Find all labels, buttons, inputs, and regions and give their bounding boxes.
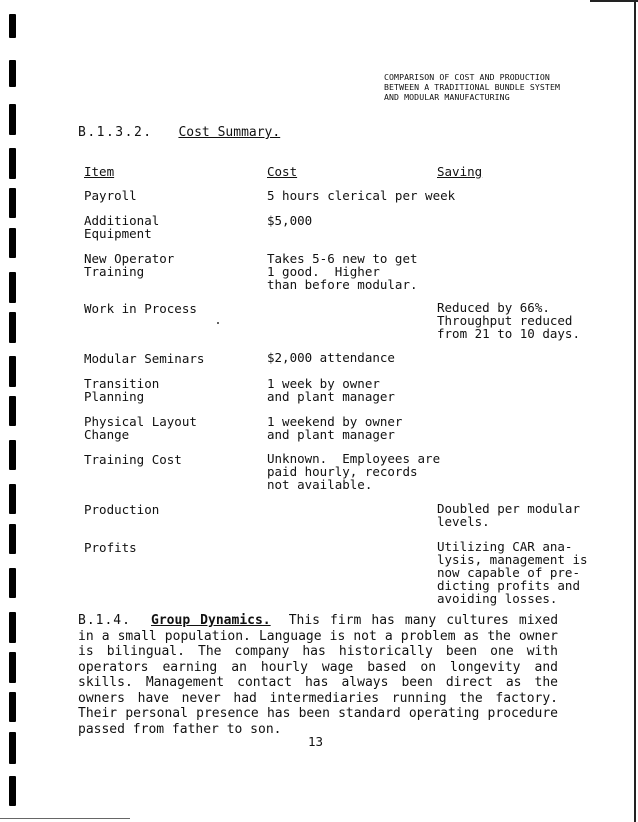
table-cell-item: Modular Seminars bbox=[84, 351, 205, 366]
section-number: B.1.3.2. bbox=[78, 125, 153, 140]
table-cell-cost: $5,000 bbox=[267, 213, 313, 228]
section-number: B.1.4. bbox=[78, 613, 131, 628]
table-cell-item: New Operator Training bbox=[84, 251, 175, 279]
table-cell-saving: Utilizing CAR ana- lysis, management is now capable of pre- dicting profits and avoiding losses. bbox=[437, 539, 588, 606]
page-border-right bbox=[634, 0, 636, 822]
table-cell-item: Training Cost bbox=[84, 452, 182, 467]
table-cell-item: Transition Planning bbox=[84, 376, 160, 404]
section-title: Group Dynamics. bbox=[151, 613, 271, 628]
header-line: COMPARISON OF COST AND PRODUCTION bbox=[384, 72, 550, 82]
table-cell-item: Production bbox=[84, 502, 160, 517]
scan-speck bbox=[217, 322, 219, 324]
table-cell-item: Payroll bbox=[84, 188, 137, 203]
header-line: BETWEEN A TRADITIONAL BUNDLE SYSTEM bbox=[384, 82, 561, 92]
column-header-item: Item bbox=[84, 164, 115, 179]
table-cell-cost: 1 weekend by owner and plant manager bbox=[267, 414, 403, 442]
table-cell-item: Physical Layout Change bbox=[84, 414, 197, 442]
page-number: 13 bbox=[308, 734, 324, 749]
table-cell-item: Profits bbox=[84, 540, 137, 555]
table-cell-cost: Unknown. Employees are paid hourly, records not available. bbox=[267, 451, 441, 492]
table-cell-cost: 5 hours clerical per week bbox=[267, 188, 456, 203]
page-border-top bbox=[590, 0, 638, 2]
section-title: Cost Summary. bbox=[178, 125, 281, 140]
table-cell-item: Additional Equipment bbox=[84, 213, 160, 241]
table-cell-cost: 1 week by owner and plant manager bbox=[267, 376, 395, 404]
table-cell-saving: Doubled per modular levels. bbox=[437, 501, 580, 529]
header-line: AND MODULAR MANUFACTURING bbox=[384, 92, 510, 102]
table-cell-saving: Reduced by 66%. Throughput reduced from 21 to 10 days. bbox=[437, 300, 580, 341]
page-border-bottom bbox=[0, 818, 130, 819]
table-cell-cost: Takes 5-6 new to get 1 good. Higher than before modular. bbox=[267, 251, 418, 292]
document-header bbox=[384, 72, 560, 102]
table-cell-item: Work in Process bbox=[84, 301, 197, 316]
column-header-cost: Cost bbox=[267, 164, 298, 179]
paragraph-text: This firm has many cultures mixed in a small population. Language is not a problem as the owner is bilingual. The company has historically been one with operators earning an hourly wage based on longevity and skills. Management contact has always been direct as the owners have never had intermediaries running the factory. Their personal presence has been standard operating procedure passed from father to son. bbox=[78, 613, 559, 737]
section-heading bbox=[78, 125, 280, 140]
group-dynamics-paragraph bbox=[78, 613, 558, 737]
table-cell-cost: $2,000 attendance bbox=[267, 350, 395, 365]
column-header-saving: Saving bbox=[437, 164, 483, 179]
